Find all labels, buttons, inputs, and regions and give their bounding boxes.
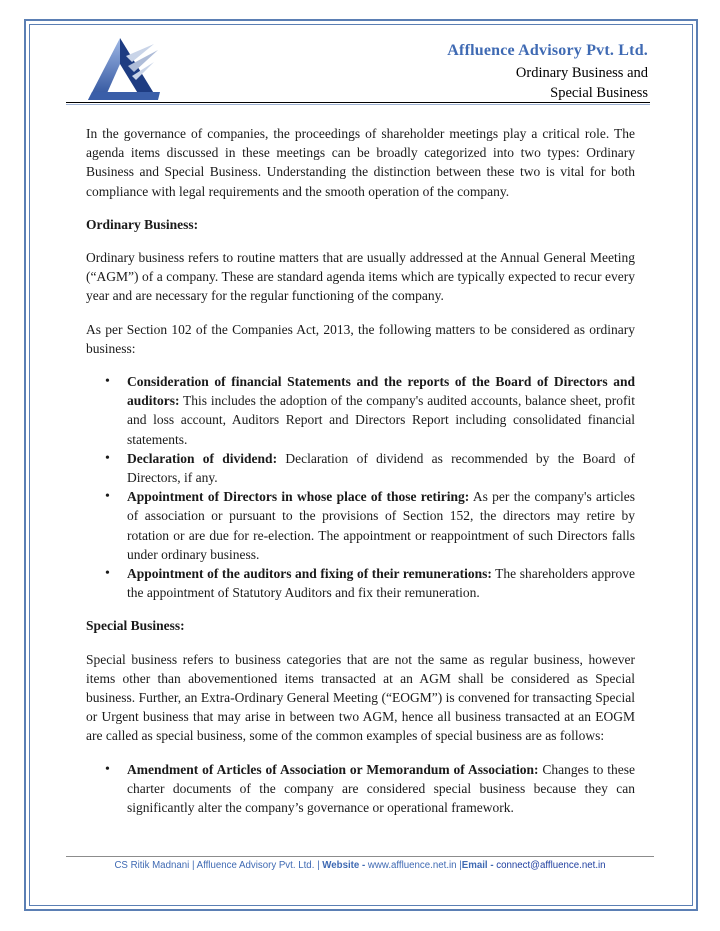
- list-item: [127, 449, 635, 487]
- footer-email-link[interactable]: connect@affluence.net.in: [496, 860, 606, 871]
- list-item-title: Amendment of Articles of Association or Memorandum of Association:: [127, 761, 539, 777]
- footer-website-link[interactable]: www.affluence.net.in: [367, 860, 457, 871]
- list-item-title: Declaration of dividend:: [127, 450, 278, 466]
- company-logo: [82, 36, 164, 102]
- ordinary-paragraph-1: Ordinary business refers to routine matters that are usually addressed at the Annual General Meeting (“AGM”) of a company. These are standard agenda items which are typically expected to recur every year and are necessary for the regular functioning of the company.: [86, 250, 635, 304]
- header-divider: [66, 102, 650, 103]
- header-divider-accent: [66, 104, 650, 105]
- special-paragraph-1: Special business refers to business categories that are not the same as regular business, however items other than abovementioned items transacted at an AGM shall be considered as Special business. Further, an Extra-Ordinary General Meeting (“EOGM”) is convened for transacting Special or Urgent business that may arise in between two AGM, hence all business transacted at an EOGM are called as special business, some of the common examples of special business are as follows:: [86, 651, 635, 744]
- list-item: [127, 487, 635, 564]
- document-body: [86, 124, 635, 831]
- footer-author: CS Ritik Madnani | Affluence Advisory Pvt. Ltd. |: [114, 860, 323, 871]
- list-item-title: Appointment of Directors in whose place of those retiring:: [127, 489, 470, 505]
- list-item-text: The shareholders approve the appointment of Statutory Auditors and fix their remuneration.: [127, 566, 636, 601]
- document-title-line-1: Ordinary Business and: [515, 65, 648, 81]
- intro-paragraph: In the governance of companies, the proceedings of shareholder meetings play a critical role. The agenda items discussed in these meetings can be broadly categorized into two types: Ordinary Business and Special Business. Understanding the distinction between these two is vital for both compliance with legal requirements and the smooth operation of the company.: [86, 126, 635, 199]
- ordinary-business-list: [86, 372, 635, 602]
- special-business-heading: Special Business:: [86, 618, 185, 634]
- list-item-text: As per the company's articles of association or pursuant to the provisions of Section 152, the directors may retire by rotation or are due for re-election. The appointment or reappointment of such Directors falls under ordinary business.: [127, 489, 635, 562]
- list-item: [127, 372, 635, 449]
- list-item: [127, 760, 635, 818]
- company-name: Affluence Advisory Pvt. Ltd.: [447, 42, 648, 59]
- footer-divider: [66, 856, 654, 857]
- list-item-text: Changes to these charter documents of the company are considered special business because they can significantly alter the company’s governance or operational framework.: [127, 761, 635, 816]
- footer-email-label: Email -: [461, 860, 497, 871]
- ordinary-business-heading: Ordinary Business:: [86, 216, 199, 232]
- document-title-line-2: Special Business: [550, 85, 648, 101]
- list-item-title: Consideration of financial Statements and the reports of the Board of Directors and auditors:: [127, 374, 635, 409]
- footer-separator: |: [456, 860, 462, 871]
- special-business-list: [86, 760, 635, 818]
- list-item-text: Declaration of dividend as recommended by the Board of Directors, if any.: [127, 450, 635, 486]
- ordinary-paragraph-2: As per Section 102 of the Companies Act, 2013, the following matters to be considered as ordinary business:: [86, 321, 635, 356]
- list-item: [127, 564, 635, 602]
- page-footer: [66, 860, 654, 871]
- list-item-title: Appointment of the auditors and fixing of their remunerations:: [127, 566, 492, 582]
- list-item-text: This includes the adoption of the company's audited accounts, balance sheet, profit and loss account, Auditors Report and Directors Report including consolidated financial statements.: [127, 393, 635, 447]
- footer-website-label: Website -: [322, 860, 368, 871]
